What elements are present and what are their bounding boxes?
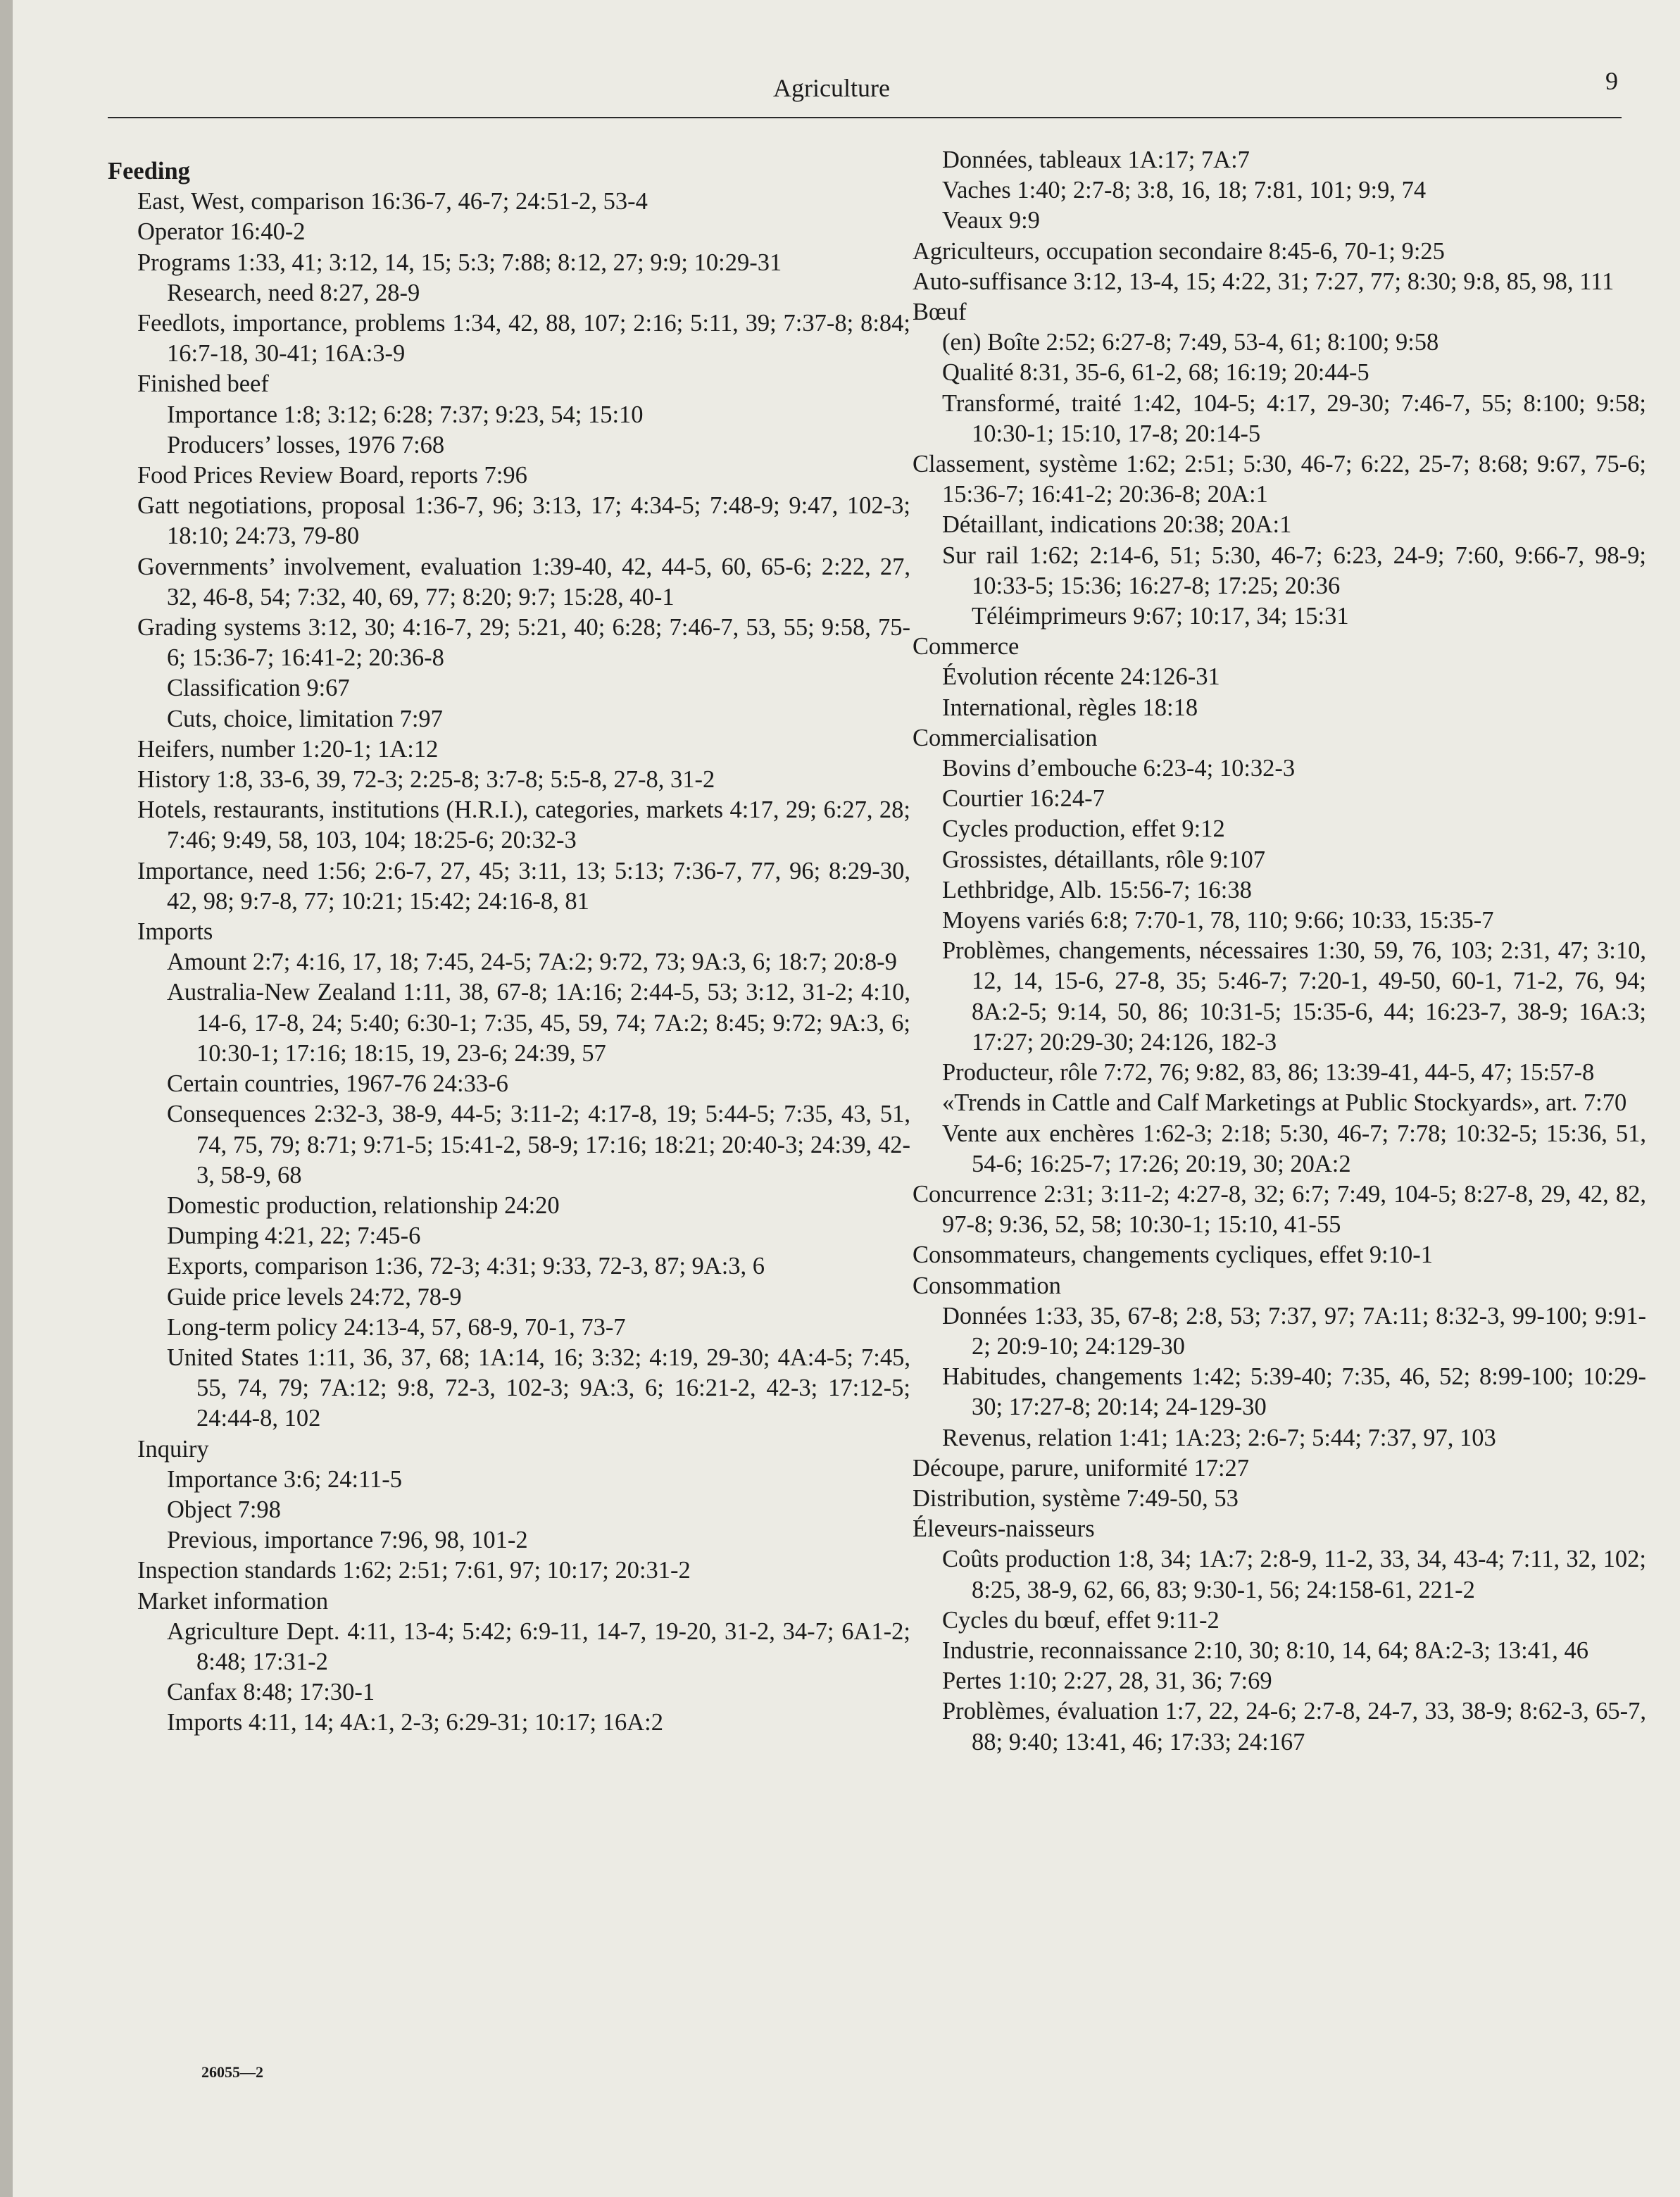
index-entry: Évolution récente 24:126-31	[942, 663, 1220, 691]
index-entry: Auto-suffisance 3:12, 13-4, 15; 4:22, 31; 7:27, 77; 8:30; 9:8, 85, 98, 111	[913, 268, 1615, 295]
index-entry: Finished beef	[137, 370, 269, 398]
index-entry: Moyens variés 6:8; 7:70-1, 78, 110; 9:66; 10:33, 15:35-7	[942, 907, 1494, 934]
index-entry: Consequences 2:32-3, 38-9, 44-5; 3:11-2; 4:17-8, 19; 5:44-5; 7:35, 43, 51, 74, 75, 79; 8:71; 9:71-5; 15:41-2, 58-9; 17:16; 18:21; 20:40-3; 24:39, 42-3, 58-9, 68	[167, 1101, 910, 1189]
index-entry: United States 1:11, 36, 37, 68; 1A:14, 16; 3:32; 4:19, 29-30; 4A:4-5; 7:45, 55, 74, 79; 7A:12; 9:8, 72-3, 102-3; 9A:3, 6; 16:21-2, 42-3; 17:12-5; 24:44-8, 102	[167, 1344, 910, 1432]
index-entry: Inquiry	[137, 1435, 209, 1463]
index-entry: Commerce	[913, 633, 1020, 661]
index-entry: Veaux 9:9	[942, 207, 1040, 234]
index-entry: Distribution, système 7:49-50, 53	[913, 1484, 1239, 1512]
index-entry: Gatt negotiations, proposal 1:36-7, 96; 3:13, 17; 4:34-5; 7:48-9; 9:47, 102-3; 18:10; 24:73, 79-80	[137, 492, 910, 550]
index-entry: Producers’ losses, 1976 7:68	[167, 431, 445, 458]
index-entry: Guide price levels 24:72, 78-9	[167, 1283, 462, 1310]
index-entry: Grading systems 3:12, 30; 4:16-7, 29; 5:21, 40; 6:28; 7:46-7, 53, 55; 9:58, 75-6; 15:36-7; 16:41-2; 20:36-8	[137, 614, 910, 672]
index-entry: Courtier 16:24-7	[942, 785, 1105, 813]
index-entry: Agriculteurs, occupation secondaire 8:45-6, 70-1; 9:25	[913, 237, 1445, 265]
index-entry: Operator 16:40-2	[137, 218, 306, 246]
index-entry: Research, need 8:27, 28-9	[167, 279, 420, 306]
index-entry: East, West, comparison 16:36-7, 46-7; 24:51-2, 53-4	[137, 188, 648, 215]
page-title: Agriculture	[773, 74, 890, 102]
index-entry: Programs 1:33, 41; 3:12, 14, 15; 5:3; 7:88; 8:12, 27; 9:9; 10:29-31	[137, 249, 782, 276]
index-entry: Domestic production, relationship 24:20	[167, 1191, 560, 1219]
index-entry: Bœuf	[913, 299, 967, 326]
index-entry: Lethbridge, Alb. 15:56-7; 16:38	[942, 876, 1252, 903]
index-page	[13, 0, 1680, 2197]
index-entry: Pertes 1:10; 2:27, 28, 31, 36; 7:69	[942, 1667, 1272, 1695]
index-entry: Vaches 1:40; 2:7-8; 3:8, 16, 18; 7:81, 101; 9:9, 74	[942, 177, 1427, 204]
index-entry: Découpe, parure, uniformité 17:27	[913, 1454, 1250, 1482]
index-entry: Bovins d’embouche 6:23-4; 10:32-3	[942, 755, 1296, 782]
index-entry: Vente aux enchères 1:62-3; 2:18; 5:30, 46-7; 7:78; 10:32-5; 15:36, 51, 54-6; 16:25-7; 17:26; 20:19, 30; 20A:2	[942, 1120, 1646, 1177]
index-entry: Previous, importance 7:96, 98, 101-2	[167, 1527, 528, 1554]
index-entry: Cycles production, effet 9:12	[942, 815, 1225, 843]
index-entry: Concurrence 2:31; 3:11-2; 4:27-8, 32; 6:7; 7:49, 104-5; 8:27-8, 29, 42, 82, 97-8; 9:36, 52, 58; 10:30-1; 15:10, 41-55	[913, 1180, 1646, 1239]
index-entry: Food Prices Review Board, reports 7:96	[137, 462, 527, 489]
index-entry: Coûts production 1:8, 34; 1A:7; 2:8-9, 11-2, 33, 34, 43-4; 7:11, 32, 102; 8:25, 38-9, 62, 66, 83; 9:30-1, 56; 24:158-61, 221-2	[942, 1546, 1646, 1603]
index-entry: Habitudes, changements 1:42; 5:39-40; 7:35, 46, 52; 8:99-100; 10:29-30; 17:27-8; 20:14; 24-129-30	[942, 1363, 1646, 1421]
index-entry: Certain countries, 1967-76 24:33-6	[167, 1070, 508, 1098]
index-entry: Cycles du bœuf, effet 9:11-2	[942, 1606, 1220, 1634]
index-entry: Importance, need 1:56; 2:6-7, 27, 45; 3:11, 13; 5:13; 7:36-7, 77, 96; 8:29-30, 42, 98; 9:7-8, 77; 10:21; 15:42; 24:16-8, 81	[137, 857, 910, 915]
index-entry: Long-term policy 24:13-4, 57, 68-9, 70-1, 73-7	[167, 1313, 626, 1341]
header-rule	[108, 117, 1622, 118]
index-entry: Imports	[137, 918, 213, 946]
index-entry: Données, tableaux 1A:17; 7A:7	[942, 146, 1250, 173]
index-entry: Téléimprimeurs 9:67; 10:17, 34; 15:31	[972, 603, 1349, 630]
index-entry: Market information	[137, 1587, 329, 1615]
right-index-column	[907, 145, 1646, 1758]
index-entry: Industrie, reconnaissance 2:10, 30; 8:10, 14, 64; 8A:2-3; 13:41, 46	[942, 1636, 1588, 1664]
index-entry: History 1:8, 33-6, 39, 72-3; 2:25-8; 3:7-8; 5:5-8, 27-8, 31-2	[137, 766, 715, 794]
index-entry: Cuts, choice, limitation 7:97	[167, 705, 443, 732]
index-entry: Données 1:33, 35, 67-8; 2:8, 53; 7:37, 97; 7A:11; 8:32-3, 99-100; 9:91-2; 20:9-10; 24:129-30	[942, 1302, 1646, 1360]
index-entry: Hotels, restaurants, institutions (H.R.I.), categories, markets 4:17, 29; 6:27, 28; 7:46; 9:49, 58, 103, 104; 18:25-6; 20:32-3	[137, 796, 910, 854]
index-entry: Classification 9:67	[167, 675, 350, 702]
index-entry: Australia-New Zealand 1:11, 38, 67-8; 1A:16; 2:44-5, 53; 3:12, 31-2; 4:10, 14-6, 17-8, 24; 5:40; 6:30-1; 7:35, 45, 59, 74; 7A:2; 8:45; 9:72; 9A:3, 6; 10:30-1; 17:16; 18:15, 19, 23-6; 24:39, 57	[167, 979, 910, 1067]
index-entry: Grossistes, détaillants, rôle 9:107	[942, 846, 1265, 873]
index-entry: Canfax 8:48; 17:30-1	[167, 1679, 375, 1706]
index-entry: Classement, système 1:62; 2:51; 5:30, 46-7; 6:22, 25-7; 8:68; 9:67, 75-6; 15:36-7; 16:41-2; 20:36-8; 20A:1	[913, 451, 1646, 508]
index-entry: Détaillant, indications 20:38; 20A:1	[942, 511, 1292, 539]
index-entry: Revenus, relation 1:41; 1A:23; 2:6-7; 5:44; 7:37, 97, 103	[942, 1424, 1496, 1451]
index-entry: Problèmes, évaluation 1:7, 22, 24-6; 2:7-8, 24-7, 33, 38-9; 8:62-3, 65-7, 88; 9:40; 13:41, 46; 17:33; 24:167	[942, 1698, 1646, 1755]
index-entry: Feedlots, importance, problems 1:34, 42, 88, 107; 2:16; 5:11, 39; 7:37-8; 8:84; 16:7-18, 30-41; 16A:3-9	[137, 310, 910, 368]
page-number: 9	[1605, 67, 1618, 95]
index-entry: Sur rail 1:62; 2:14-6, 51; 5:30, 46-7; 6:23, 24-9; 7:60, 9:66-7, 98-9; 10:33-5; 15:36; 16:27-8; 17:25; 20:36	[942, 542, 1646, 599]
index-entry: Heifers, number 1:20-1; 1A:12	[137, 735, 439, 763]
index-entry: Inspection standards 1:62; 2:51; 7:61, 97; 10:17; 20:31-2	[137, 1557, 691, 1584]
index-entry: «Trends in Cattle and Calf Marketings at Public Stockyards», art. 7:70	[942, 1089, 1627, 1117]
index-entry: Exports, comparison 1:36, 72-3; 4:31; 9:33, 72-3, 87; 9A:3, 6	[167, 1253, 765, 1280]
index-entry: Dumping 4:21, 22; 7:45-6	[167, 1222, 421, 1250]
running-head	[13, 65, 1680, 107]
index-entry: Governments’ involvement, evaluation 1:39-40, 42, 44-5, 60, 65-6; 2:22, 27, 32, 46-8, 54; 7:32, 40, 69, 77; 8:20; 9:7; 15:28, 40-1	[137, 553, 910, 611]
index-entry: Producteur, rôle 7:72, 76; 9:82, 83, 86; 13:39-41, 44-5, 47; 15:57-8	[942, 1059, 1595, 1087]
index-entry: Qualité 8:31, 35-6, 61-2, 68; 16:19; 20:44-5	[942, 359, 1369, 387]
index-entry: Consommation	[913, 1272, 1061, 1299]
index-entry: Transformé, traité 1:42, 104-5; 4:17, 29-30; 7:46-7, 55; 8:100; 9:58; 10:30-1; 15:10, 17-8; 20:14-5	[942, 389, 1646, 447]
index-entry: Importance 3:6; 24:11-5	[167, 1465, 403, 1493]
index-entry: Problèmes, changements, nécessaires 1:30, 59, 76, 103; 2:31, 47; 3:10, 12, 14, 15-6, 27-8, 35; 5:46-7; 7:20-1, 49-50, 60-1, 71-2, 76, 94; 8A:2-5; 9:14, 50, 86; 10:31-5; 15:35-6, 44; 16:23-7, 38-9; 16A:3; 17:27; 20:29-30; 24:126, 182-3	[942, 937, 1646, 1056]
index-entry: (en) Boîte 2:52; 6:27-8; 7:49, 53-4, 61; 8:100; 9:58	[942, 329, 1439, 356]
index-entry: Consommateurs, changements cycliques, effet 9:10-1	[913, 1241, 1434, 1269]
index-entry: International, règles 18:18	[942, 694, 1198, 721]
index-heading: Feeding	[108, 158, 190, 184]
index-entry: Amount 2:7; 4:16, 17, 18; 7:45, 24-5; 7A:2; 9:72, 73; 9A:3, 6; 18:7; 20:8-9	[167, 949, 897, 976]
index-entry: Agriculture Dept. 4:11, 13-4; 5:42; 6:9-11, 14-7, 19-20, 31-2, 34-7; 6A1-2; 8:48; 17:31-2	[167, 1617, 910, 1675]
index-entry: Éleveurs-naisseurs	[913, 1515, 1095, 1543]
printer-code: 26055—2	[201, 2063, 263, 2081]
index-entry: Importance 1:8; 3:12; 6:28; 7:37; 9:23, 54; 15:10	[167, 401, 644, 428]
index-entry: Imports 4:11, 14; 4A:1, 2-3; 6:29-31; 10:17; 16A:2	[167, 1709, 663, 1736]
index-entry: Object 7:98	[167, 1496, 281, 1523]
left-index-column	[108, 145, 910, 1739]
index-entry: Commercialisation	[913, 724, 1098, 751]
